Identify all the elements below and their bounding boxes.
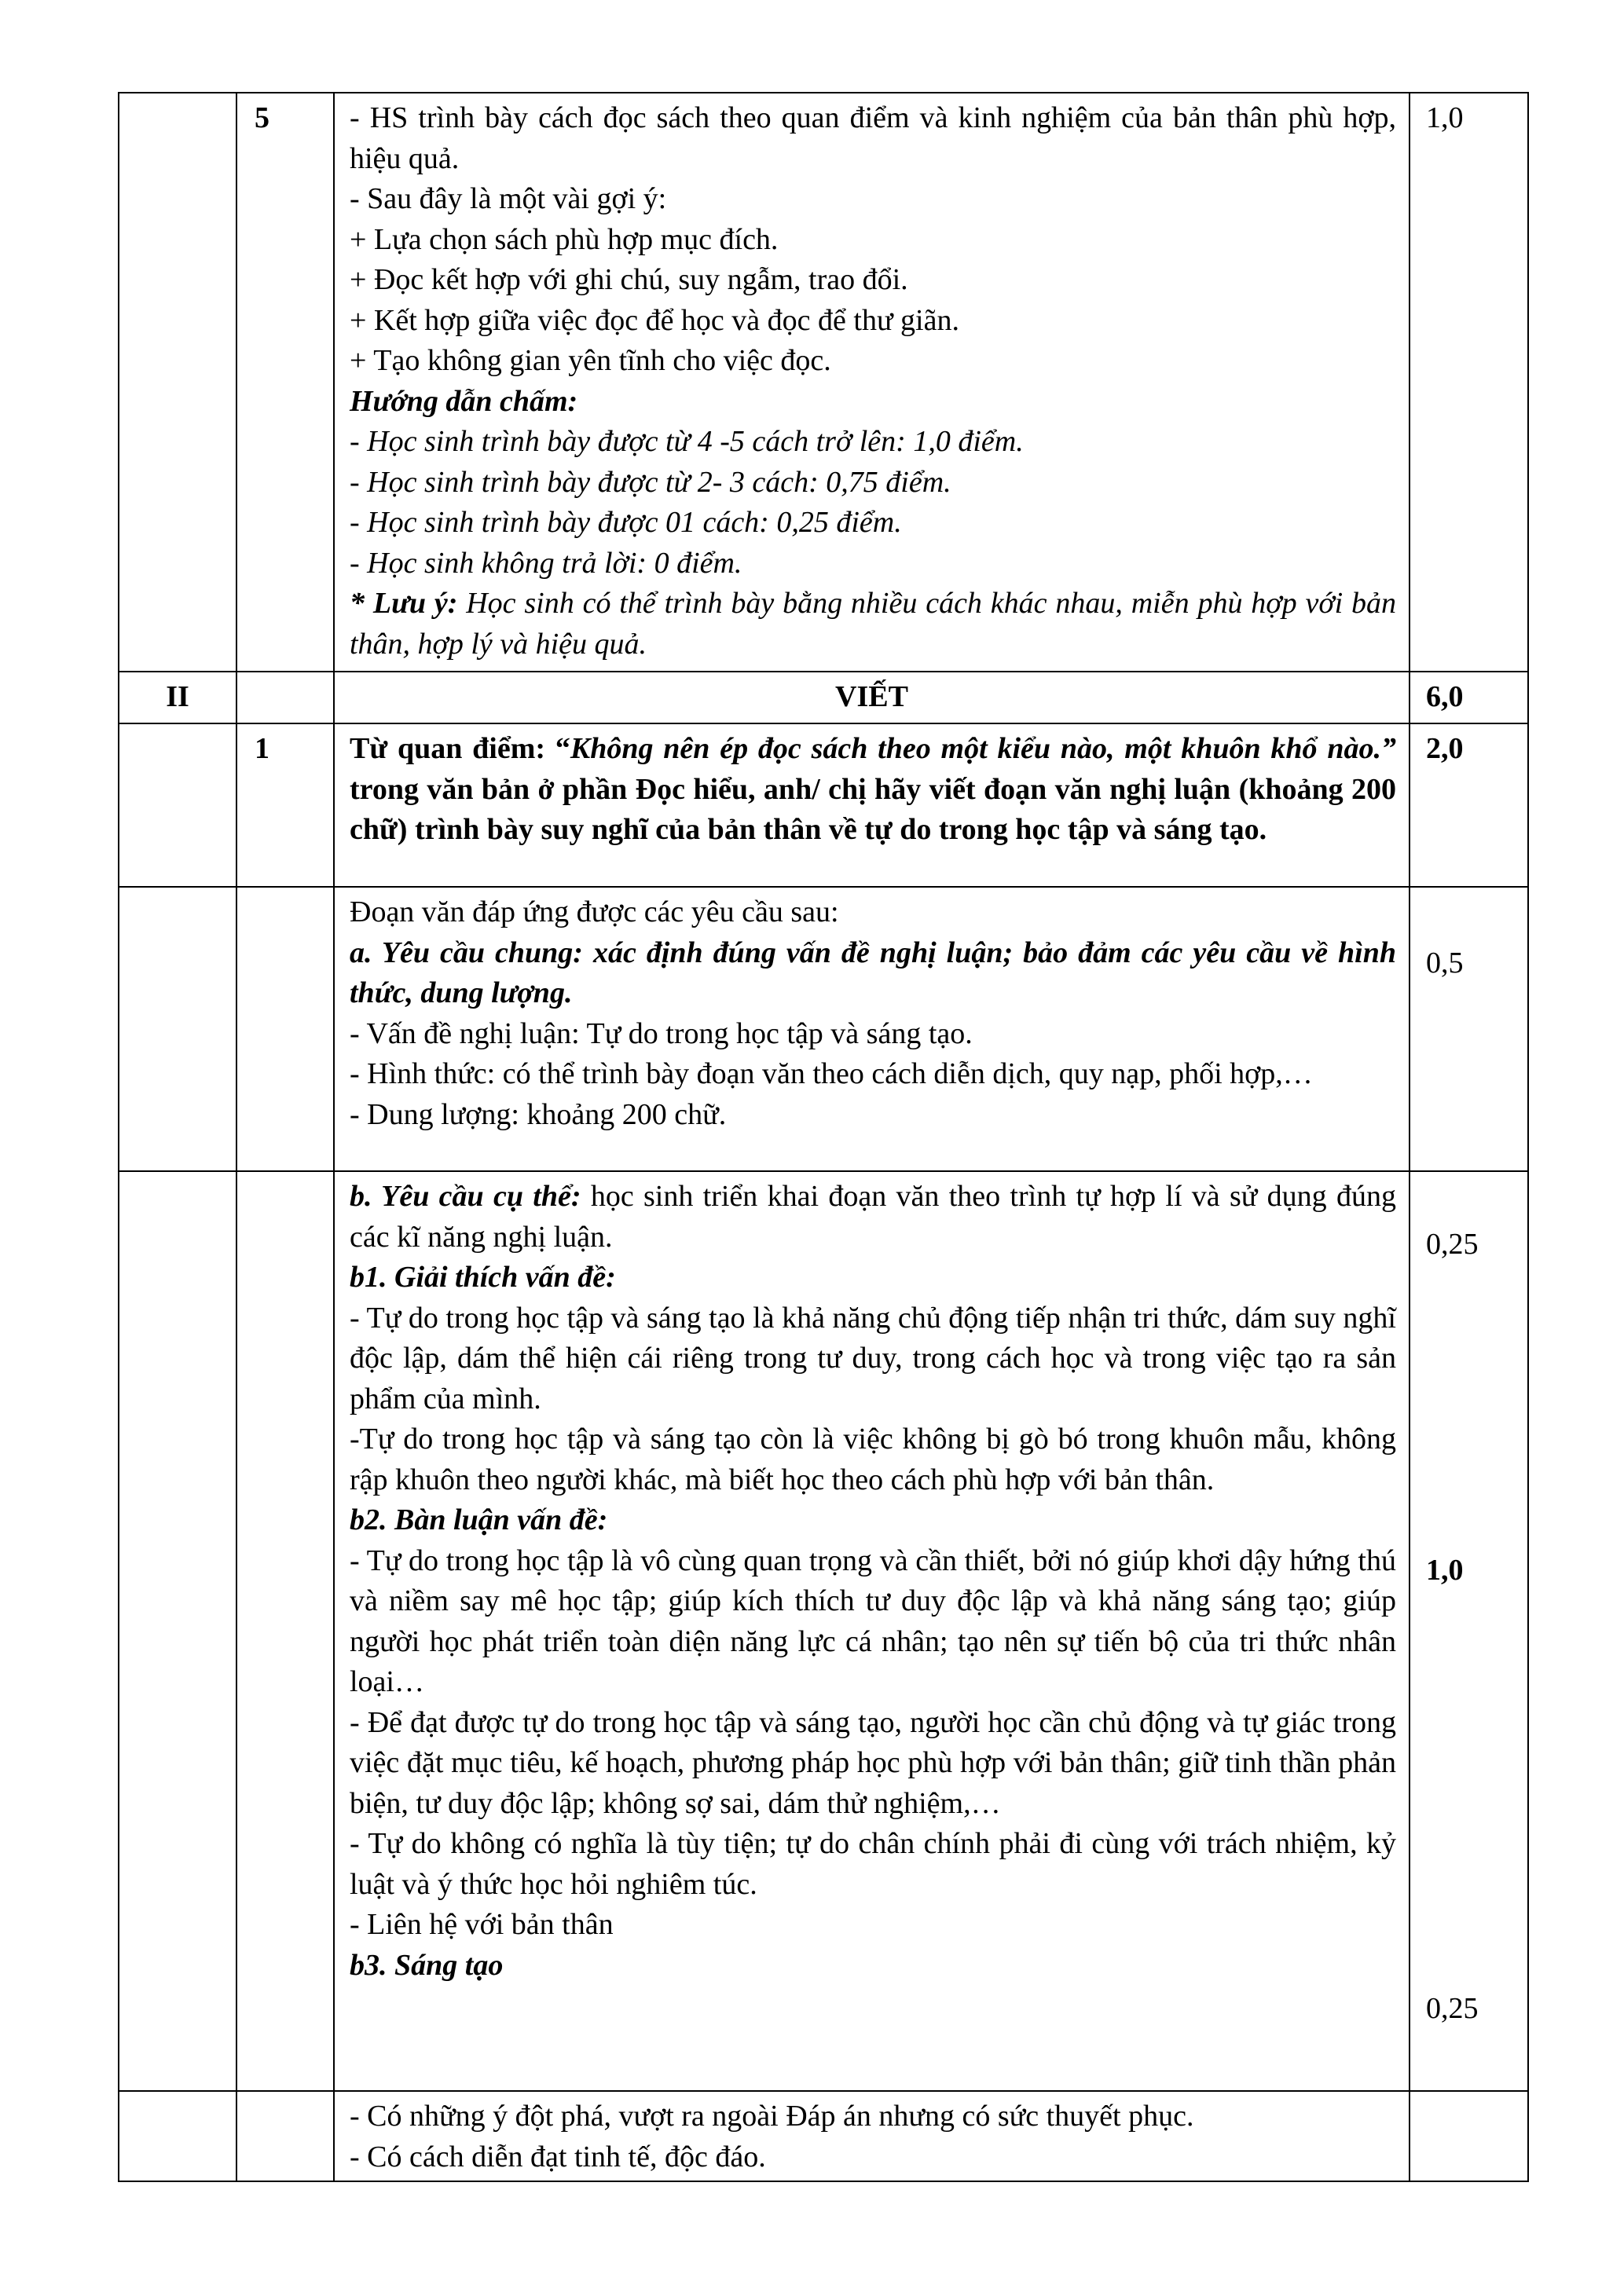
section-cell — [119, 672, 236, 723]
note-label: * Lưu ý: — [350, 587, 458, 620]
section-score: 6,0 — [1426, 680, 1464, 713]
score-cell — [1410, 887, 1528, 1171]
score-cell — [1410, 93, 1528, 672]
b1-title: b1. Giải thích vấn đề: — [350, 1261, 616, 1294]
content-cell — [334, 887, 1410, 1171]
b3-title: b3. Sáng tạo — [350, 1948, 504, 1982]
content-line: + Kết hợp giữa việc đọc để học và đọc để thư giãn. — [350, 303, 959, 337]
grading-guide-line: - Học sinh không trả lời: 0 điểm. — [350, 546, 742, 580]
prompt-prefix: Từ quan điểm: “ — [350, 732, 570, 765]
note-paragraph — [350, 584, 1396, 665]
question-number: 5 — [255, 101, 269, 134]
b2-title: b2. Bàn luận vấn đề: — [350, 1503, 608, 1536]
content-line: + Tạo không gian yên tĩnh cho việc đọc. — [350, 344, 831, 377]
section-cell — [119, 723, 236, 887]
section-cell — [119, 93, 236, 672]
question-number-cell — [236, 887, 334, 1171]
prompt-suffix: trong văn bản ở phần Đọc hiểu, anh/ chị hãy viết đoạn văn nghị luận (khoảng 200 chữ) trình bày suy nghĩ của bản thân về tự do trong học tập và sáng tạo. — [350, 772, 1396, 846]
b1-score: 0,25 — [1426, 1228, 1479, 1261]
content-line: - Dung lượng: khoảng 200 chữ. — [350, 1097, 727, 1131]
answer-key-table — [118, 92, 1529, 2182]
grading-guide-title: Hướng dẫn chấm: — [350, 384, 578, 418]
question-number-cell — [236, 93, 334, 672]
score-cell — [1410, 723, 1528, 887]
content-cell — [334, 93, 1410, 672]
b2-score: 1,0 — [1426, 1554, 1464, 1587]
question-number-cell — [236, 672, 334, 723]
score-value: 1,0 — [1426, 101, 1464, 134]
table-row-b3 — [119, 2091, 1528, 2181]
prompt-quote: Không nên ép đọc sách theo một kiểu nào, một khuôn khổ nào.” — [570, 732, 1397, 765]
b2-b3-score: 0,25 — [1426, 1992, 1479, 2025]
part-b-scores — [1410, 1172, 1527, 2090]
part-b-heading — [350, 1177, 1396, 1258]
part-a-content — [335, 888, 1409, 1138]
question-1-prompt — [335, 724, 1409, 854]
grading-guide-line: - Học sinh trình bày được từ 2- 3 cách: 0,75 điểm. — [350, 465, 951, 499]
content-line: - Vấn đề nghị luận: Tự do trong học tập và sáng tạo. — [350, 1016, 973, 1050]
score-cell — [1410, 1171, 1528, 2091]
content-line: -Tự do trong học tập và sáng tạo còn là việc không bị gò bó trong khuôn mẫu, không rập khuôn theo người khác, mà biết học theo cách phù hợp với bản thân. — [350, 1423, 1396, 1496]
part-a-heading: a. Yêu cầu chung: xác định đúng vấn đề nghị luận; bảo đảm các yêu cầu về hình thức, dung lượng. — [350, 936, 1396, 1009]
content-cell — [334, 723, 1410, 887]
section-title: VIẾT — [835, 680, 908, 713]
question-score: 2,0 — [1426, 732, 1464, 765]
content-line: - Để đạt được tự do trong học tập và sáng tạo, người học cần chủ động và tự giác trong việc đặt mục tiêu, kế hoạch, phương pháp học phù hợp với bản thân; giữ tinh thần phản biện, tư duy độc lập; không sợ sai, dám thử nghiệm,… — [350, 1705, 1396, 1820]
content-line: - Hình thức: có thể trình bày đoạn văn theo cách diễn dịch, quy nạp, phối hợp,… — [350, 1057, 1313, 1090]
content-line: - Có cách diễn đạt tinh tế, độc đáo. — [350, 2140, 766, 2173]
content-line: - HS trình bày cách đọc sách theo quan điểm và kinh nghiệm của bản thân phù hợp, hiệu quả. — [350, 101, 1396, 175]
question-number: 1 — [255, 732, 269, 765]
table-row-part-a — [119, 887, 1528, 1171]
content-line: - Tự do trong học tập và sáng tạo là khả năng chủ động tiếp nhận tri thức, dám suy nghĩ độc lập, dám thể hiện cái riêng trong tư duy, trong cách học và trong việc tạo ra sản phẩm của mình. — [350, 1301, 1396, 1415]
question-5-content — [335, 93, 1409, 668]
part-b-heading-label: b. Yêu cầu cụ thể: — [350, 1180, 581, 1213]
section-cell — [119, 2091, 236, 2181]
content-line: - Có những ý đột phá, vượt ra ngoài Đáp án nhưng có sức thuyết phục. — [350, 2100, 1194, 2133]
table-row-section-2 — [119, 672, 1528, 723]
part-b-content — [335, 1172, 1409, 1989]
content-cell — [334, 672, 1410, 723]
note-text: Học sinh có thể trình bày bằng nhiều cách khác nhau, miễn phù hợp với bản thân, hợp lý và hiệu quả. — [350, 587, 1397, 661]
content-cell — [334, 1171, 1410, 2091]
score-cell — [1410, 2091, 1528, 2181]
content-cell — [334, 2091, 1410, 2181]
question-number-cell — [236, 723, 334, 887]
content-line: - Tự do trong học tập là vô cùng quan trọng và cần thiết, bởi nó giúp khơi dậy hứng thú và niềm say mê học tập; giúp kích thích tư duy độc lập và khả năng sáng tạo; giúp người học phát triển toàn diện năng lực cá nhân; tạo nên sự tiến bộ của tri thức nhân loại… — [350, 1543, 1396, 1698]
section-roman: II — [166, 680, 189, 713]
content-line: + Đọc kết hợp với ghi chú, suy ngẫm, trao đổi. — [350, 263, 908, 296]
question-number-cell — [236, 2091, 334, 2181]
part-a-intro: Đoạn văn đáp ứng được các yêu cầu sau: — [350, 895, 839, 928]
section-cell — [119, 887, 236, 1171]
table-row-question-1 — [119, 723, 1528, 887]
section-cell — [119, 1171, 236, 2091]
part-b-heading-text: học sinh triển khai đoạn văn theo trình tự hợp lí và sử dụng đúng các kĩ năng nghị luận. — [350, 1180, 1396, 1254]
question-number-cell — [236, 1171, 334, 2091]
content-line: - Sau đây là một vài gợi ý: — [350, 182, 667, 215]
grading-guide-line: - Học sinh trình bày được từ 4 -5 cách trở lên: 1,0 điểm. — [350, 425, 1024, 458]
score-cell — [1410, 672, 1528, 723]
grading-guide-line: - Học sinh trình bày được 01 cách: 0,25 điểm. — [350, 506, 902, 539]
content-line: - Tự do không có nghĩa là tùy tiện; tự do chân chính phải đi cùng với trách nhiệm, kỷ luật và ý thức học hỏi nghiêm túc. — [350, 1827, 1396, 1901]
table-row-question-5 — [119, 93, 1528, 672]
content-line: + Lựa chọn sách phù hợp mục đích. — [350, 222, 779, 256]
part-a-score: 0,5 — [1426, 947, 1464, 980]
table-row-part-b — [119, 1171, 1528, 2091]
b3-content — [335, 2092, 1409, 2181]
content-line: - Liên hệ với bản thân — [350, 1908, 614, 1941]
